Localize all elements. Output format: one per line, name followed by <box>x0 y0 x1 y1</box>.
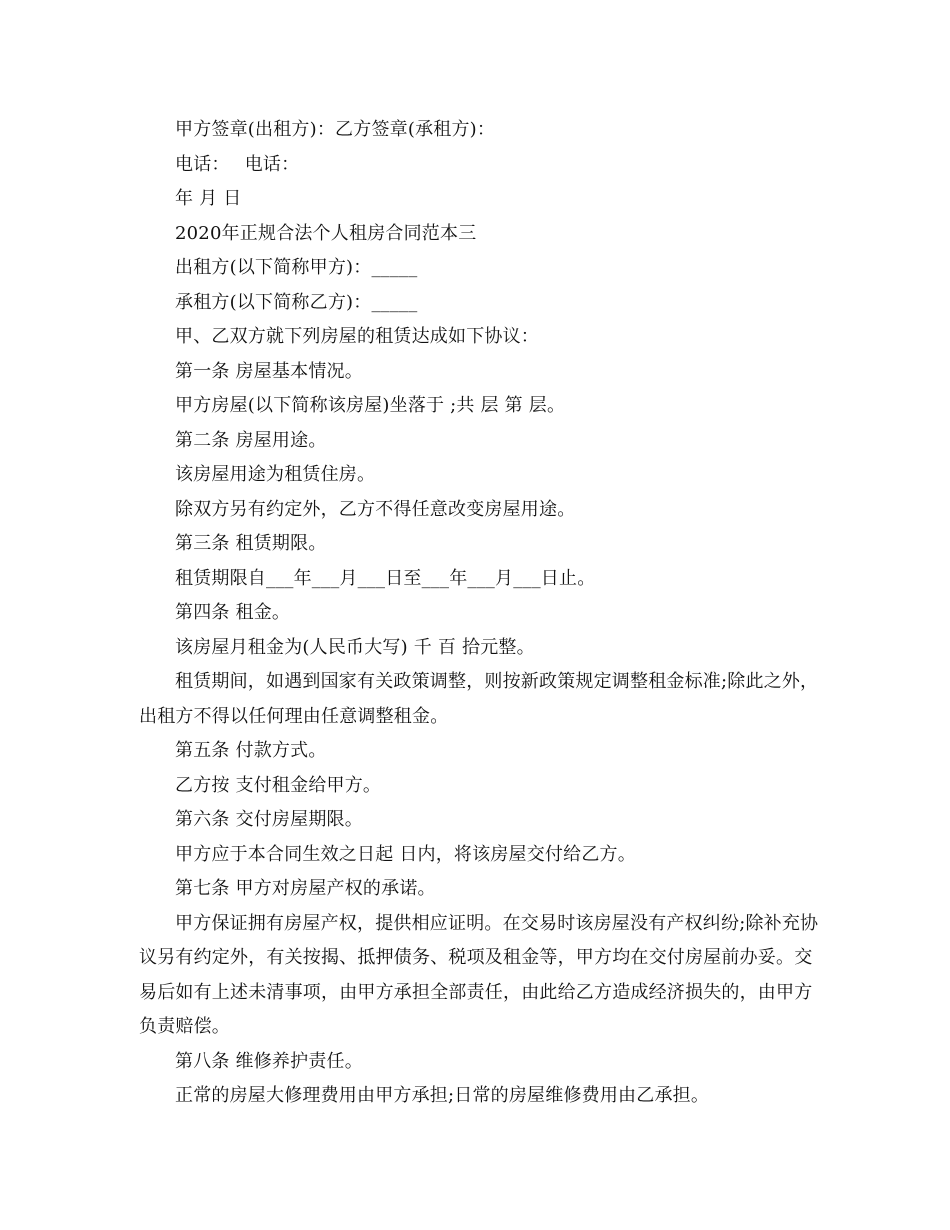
article-1-text: 甲方房屋(以下简称该房屋)坐落于 ;共 层 第 层。 <box>175 395 566 416</box>
article-8-heading: 第八条 维修养护责任。 <box>175 1050 363 1072</box>
article-2-heading: 第二条 房屋用途。 <box>175 429 327 451</box>
article-5-heading: 第五条 付款方式。 <box>175 740 327 761</box>
signature-line: 甲方签章(出租方)：乙方签章(承租方)： <box>175 119 496 140</box>
article-3-text: 租赁期限自___年___月___日至___年___月___日止。 <box>175 567 596 589</box>
article-4-text-1: 该房屋月租金为(人民币大写) 千 百 拾元整。 <box>175 636 535 658</box>
article-8-text: 正常的房屋大修理费用由甲方承担;日常的房屋维修费用由乙承担。 <box>175 1085 710 1106</box>
date-line: 年 月 日 <box>175 188 242 209</box>
article-1-heading: 第一条 房屋基本情况。 <box>175 360 363 382</box>
article-5-text: 乙方按 支付租金给甲方。 <box>175 774 382 796</box>
contract-title: 2020年正规合法个人租房合同范本三 <box>175 222 477 244</box>
document-body <box>139 113 829 1114</box>
article-4-text-2: 租赁期间，如遇到国家有关政策调整，则按新政策规定调整租金标准;除此之外，出租方不得以任何理由任意调整租金。 <box>139 671 819 727</box>
article-3-heading: 第三条 租赁期限。 <box>175 533 327 554</box>
agreement-intro: 甲、乙双方就下列房屋的租赁达成如下协议： <box>175 326 539 347</box>
article-2-text-1: 该房屋用途为租赁住房。 <box>175 464 376 485</box>
phone-line: 电话： 电话： <box>175 153 300 175</box>
lessor-line: 出租方(以下简称甲方)：_____ <box>175 257 418 278</box>
lessee-line: 承租方(以下简称乙方)：_____ <box>175 291 418 313</box>
article-6-text: 甲方应于本合同生效之日起 日内，将该房屋交付给乙方。 <box>175 843 636 865</box>
article-7-heading: 第七条 甲方对房屋产权的承诺。 <box>175 878 436 899</box>
article-4-heading: 第四条 租金。 <box>175 602 291 623</box>
article-2-text-2: 除双方另有约定外，乙方不得任意改变房屋用途。 <box>175 498 576 520</box>
article-7-text: 甲方保证拥有房屋产权，提供相应证明。在交易时该房屋没有产权纠纷;除补充协议另有约定外，有关按揭、抵押债务、税项及租金等，甲方均在交付房屋前办妥。交易后如有上述未清事项，由甲方承担全部责任，由此给乙方造成经济损失的，由甲方负责赔偿。 <box>139 912 819 1037</box>
article-6-heading: 第六条 交付房屋期限。 <box>175 809 363 830</box>
